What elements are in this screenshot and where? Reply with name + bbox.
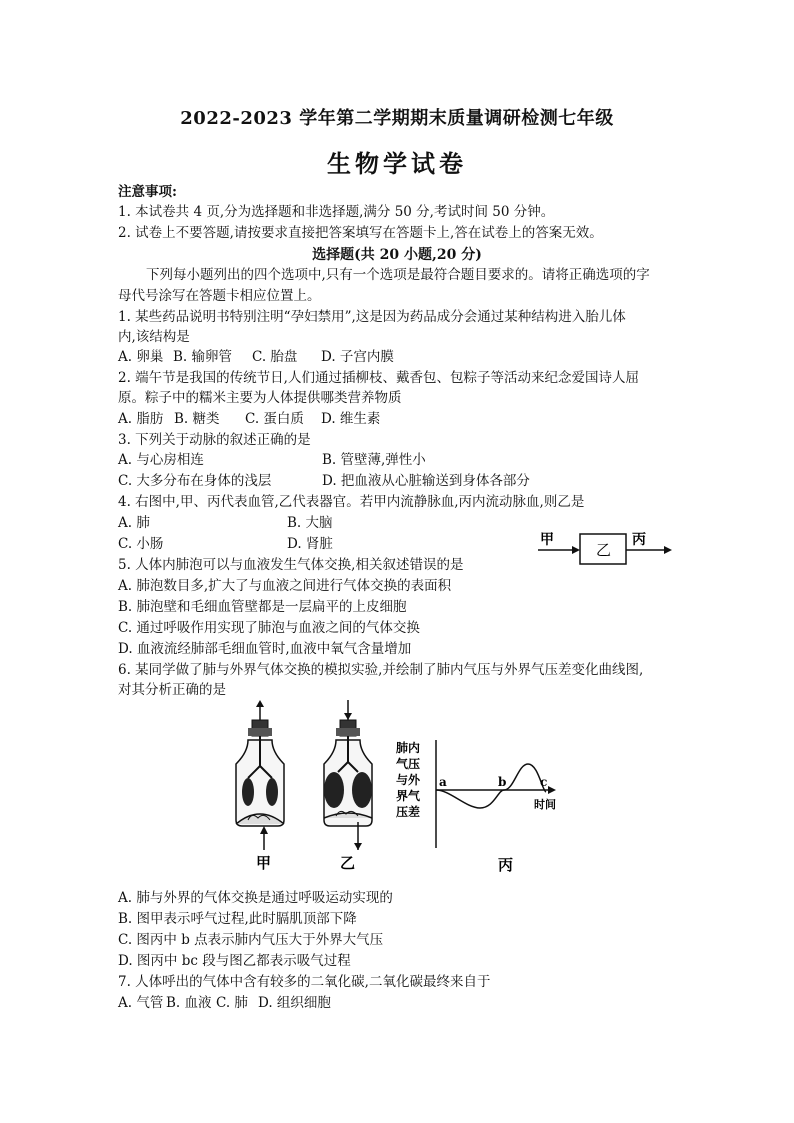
vessel-jia-label: 甲 xyxy=(540,532,554,548)
label-bing: 丙 xyxy=(498,856,514,874)
option-b: B. 糖类 xyxy=(174,411,220,427)
question-stem: 6. 某同学做了肺与外界气体交换的模拟实验,并绘制了肺内气压与外界气压差变化曲线图, xyxy=(118,662,644,678)
up-arrow-icon xyxy=(256,700,264,707)
option-d: D. 维生素 xyxy=(321,411,381,427)
y-axis-label: 肺内 xyxy=(396,741,421,755)
option-c: C. 小肠 xyxy=(118,536,164,552)
question-stem: 1. 某些药品说明书特别注明“孕妇禁用”,这是因为药品成分会通过某种结构进入胎儿体 xyxy=(118,309,626,325)
y-axis-label: 与外 xyxy=(396,773,421,787)
question-stem: 内,该结构是 xyxy=(118,329,190,345)
option-a: A. 肺与外界的气体交换是通过呼吸运动实现的 xyxy=(118,890,393,906)
question-stem: 3. 下列关于动脉的叙述正确的是 xyxy=(118,432,311,448)
arrow-head xyxy=(572,546,580,554)
y-axis-label: 压差 xyxy=(396,805,421,819)
option-d: D. 子宫内膜 xyxy=(321,349,394,365)
question-stem: 对其分析正确的是 xyxy=(118,682,226,698)
option-d: D. 把血液从心脏输送到身体各部分 xyxy=(322,473,530,489)
q4-flow-diagram xyxy=(536,526,676,570)
point-b: b xyxy=(498,775,507,789)
label-yi: 乙 xyxy=(340,854,356,872)
bell-jar-yi xyxy=(324,700,372,850)
down-arrow-icon xyxy=(354,843,362,850)
question-stem: 5. 人体内肺泡可以与血液发生气体交换,相关叙述错误的是 xyxy=(118,557,464,573)
point-a: a xyxy=(439,775,447,789)
option-d: D. 组织细胞 xyxy=(258,995,331,1011)
x-axis-arrow-icon xyxy=(548,786,556,794)
option-a: A. 脂肪 xyxy=(118,411,164,427)
notice-item: 1. 本试卷共 4 页,分为选择题和非选择题,满分 50 分,考试时间 50 分钟。 xyxy=(118,204,555,220)
option-a: A. 肺泡数目多,扩大了与血液之间进行气体交换的表面积 xyxy=(118,578,452,594)
point-c: c xyxy=(540,775,548,789)
question-stem: 4. 右图中,甲、丙代表血管,乙代表器官。若甲内流静脉血,丙内流动脉血,则乙是 xyxy=(118,494,585,510)
option-b: B. 血液 xyxy=(166,995,212,1011)
question-stem: 2. 端午节是我国的传统节日,人们通过插柳枝、戴香包、包粽子等活动来纪念爱国诗人屈 xyxy=(118,370,639,386)
up-arrow-icon xyxy=(260,826,268,834)
option-d: D. 图丙中 bc 段与图乙都表示吸气过程 xyxy=(118,953,351,969)
option-d: D. 肾脏 xyxy=(287,536,333,552)
option-c: C. 肺 xyxy=(216,995,248,1011)
y-axis-label: 界气 xyxy=(396,789,421,803)
option-c: C. 大多分布在身体的浅层 xyxy=(118,473,272,489)
organ-yi-label: 乙 xyxy=(596,541,612,559)
section-intro: 母代号涂写在答题卡相应位置上。 xyxy=(118,288,321,304)
section-title: 选择题(共 20 小题,20 分) xyxy=(312,247,482,263)
notice-heading: 注意事项: xyxy=(118,184,177,200)
y-axis-label: 气压 xyxy=(396,757,421,771)
pressure-curve xyxy=(436,764,546,808)
arrow-head xyxy=(664,546,672,554)
option-d: D. 血液流经肺部毛细血管时,血液中氧气含量增加 xyxy=(118,641,412,657)
question-stem: 7. 人体呼出的气体中含有较多的二氧化碳,二氧化碳最终来自于 xyxy=(118,974,491,990)
section-intro: 下列每小题列出的四个选项中,只有一个选项是最符合题目要求的。请将正确选项的字 xyxy=(146,267,650,283)
exam-subtitle: 生物学试卷 xyxy=(327,149,467,178)
option-a: A. 气管 xyxy=(118,995,164,1011)
option-c: C. 蛋白质 xyxy=(245,411,304,427)
down-arrow-icon xyxy=(344,713,352,720)
notice-item: 2. 试卷上不要答题,请按要求直接把答案填写在答题卡上,答在试卷上的答案无效。 xyxy=(118,225,603,241)
option-b: B. 输卵管 xyxy=(173,349,233,365)
pressure-curve-graph xyxy=(396,740,556,848)
option-a: A. 与心房相连 xyxy=(118,452,204,468)
option-c: C. 图丙中 b 点表示肺内气压大于外界大气压 xyxy=(118,932,384,948)
option-a: A. 肺 xyxy=(118,515,150,531)
vessel-bing-label: 丙 xyxy=(632,532,646,548)
option-b: B. 肺泡壁和毛细血管壁都是一层扁平的上皮细胞 xyxy=(118,599,407,615)
option-b: B. 管壁薄,弹性小 xyxy=(322,452,426,468)
option-b: B. 大脑 xyxy=(287,515,333,531)
question-stem: 原。粽子中的糯米主要为人体提供哪类营养物质 xyxy=(118,390,402,406)
option-c: C. 胎盘 xyxy=(252,349,298,365)
option-a: A. 卵巢 xyxy=(118,349,164,365)
exam-title: 2022-2023 学年第二学期期末质量调研检测七年级 xyxy=(180,108,614,129)
x-axis-label: 时间 xyxy=(534,798,556,811)
option-c: C. 通过呼吸作用实现了肺泡与血液之间的气体交换 xyxy=(118,620,420,636)
q6-experiment-figure xyxy=(228,700,568,882)
bell-jar-jia xyxy=(236,700,284,850)
label-jia: 甲 xyxy=(256,854,272,872)
option-b: B. 图甲表示呼气过程,此时膈肌顶部下降 xyxy=(118,911,357,927)
